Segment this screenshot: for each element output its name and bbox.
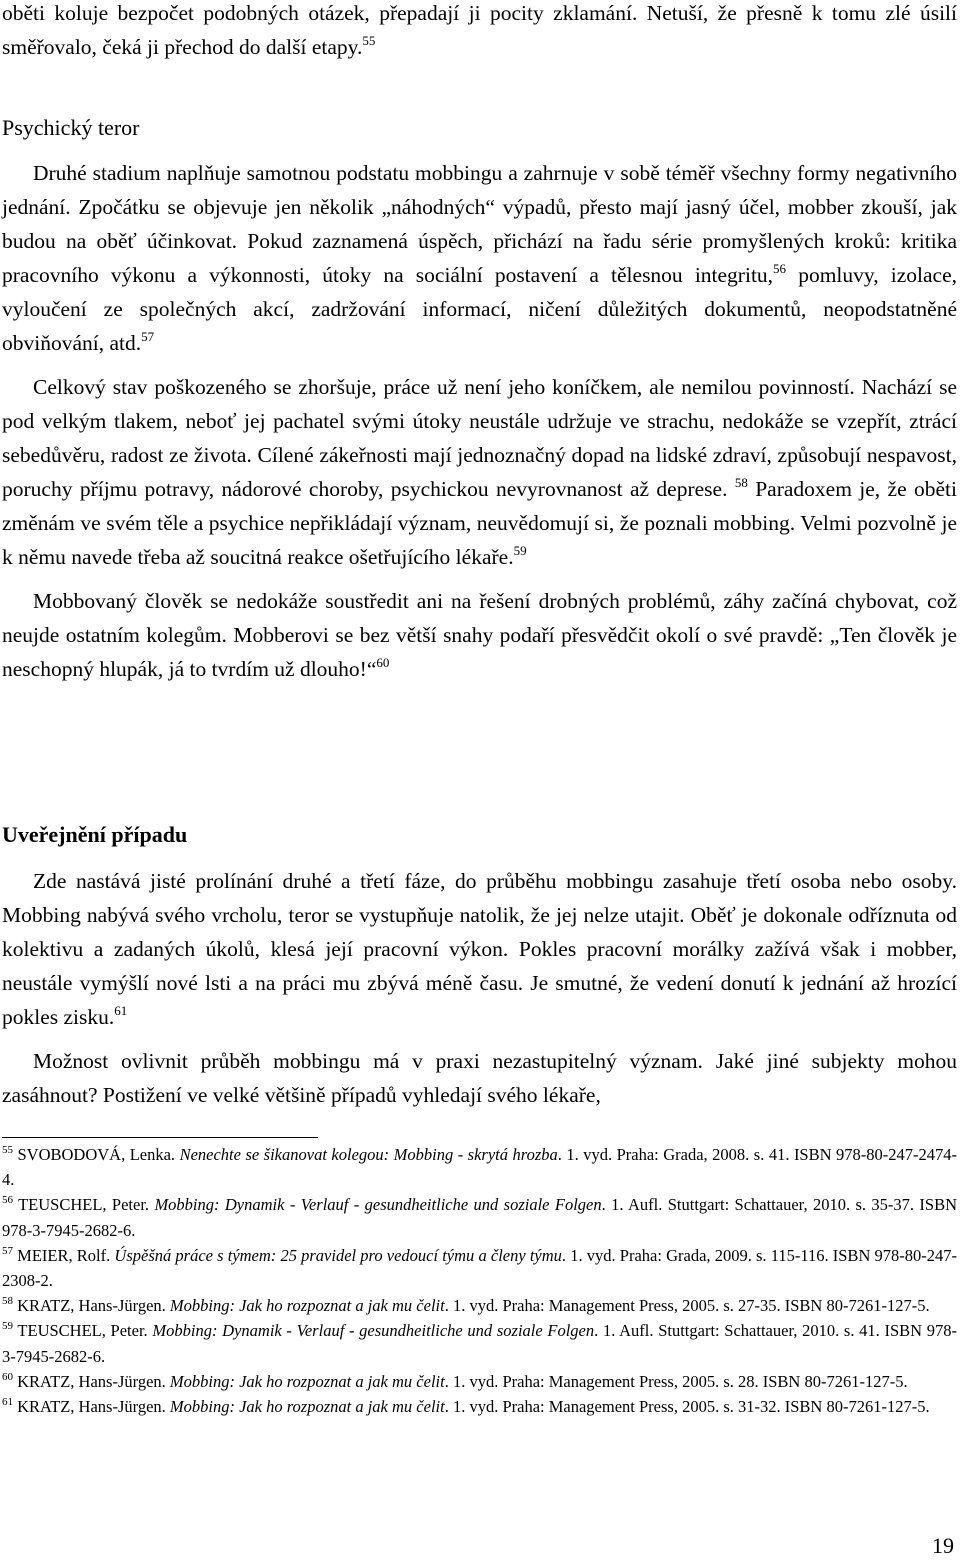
footnote-ref[interactable]: 55 [362,33,376,48]
footnotes [2,1142,957,1419]
footnote-ref[interactable]: 60 [376,655,390,670]
paragraph: Mobbovaný člověk se nedokáže soustředit ani na řešení drobných problémů, záhy začíná chybovat, což neujde ostatním kolegům. Mobberovi se bez větší snahy podaří přesvědčit okolí o své pravdě: „Ten člověk je neschopný hlupák, já to tvrdím už dlouho!“$^{60}$ [2,589,957,681]
footnote-ref[interactable]: 59 [513,543,527,558]
paragraph: oběti koluje bezpočet podobných otázek, přepadají ji pocity zklamání. Netuší, že přesně k tomu zlé úsilí směřovalo, čeká ji přechod do další etapy.$^{55}$ [2,1,957,59]
text-block-continued [2,0,957,64]
text-block-psychicky-teror [2,156,957,686]
paragraph: Druhé stadium naplňuje samotnou podstatu mobbingu a zahrnuje v sobě téměř všechny formy negativního jednání. Zpočátku se objevuje jen několik „náhodných“ výpadů, přesto mají jasný účel, mobber zkouší, jak budou na oběť účinkovat. Pokud zaznamená úspěch, přichází na řadu série promyšlených kroků: kritika pracovního výkonu a výkonnosti, útoky na sociální postavení a tělesnou integritu,$^{56}$ pomluvy, izolace, vyloučení ze společných akcí, zadržování informací, ničení důležitých dokumentů, neopodstatněné obviňování, atd.$^{57}$ [2,161,957,355]
paragraph: Možnost ovlivnit průběh mobbingu má v praxi nezastupitelný význam. Jaké jiné subjekty mohou zasáhnout? Postižení ve velké většině případů vyhledají svého lékaře, [2,1049,957,1107]
footnote-58: $^{58}$ KRATZ, Hans-Jürgen. Mobbing: Jak ho rozpoznat a jak mu čelit. 1. vyd. Praha: Management Press, 2005. s. 27-35. ISBN 80-7261-127-5. [2,1295,930,1316]
footnote-59: $^{59}$ TEUSCHEL, Peter. Mobbing: Dynamik - Verlauf - gesundheitliche und soziale Folgen. 1. Aufl. Stuttgart: Schattauer, 2010. s. 41. ISBN 978-3-7945-2682-6. [2,1320,958,1366]
footnote-56: $^{56}$ TEUSCHEL, Peter. Mobbing: Dynamik - Verlauf - gesundheitliche und soziale Folgen. 1. Aufl. Stuttgart: Schattauer, 2010. s. 35-37. ISBN 978-3-7945-2682-6. [2,1194,958,1240]
footnote-60: $^{60}$ KRATZ, Hans-Jürgen. Mobbing: Jak ho rozpoznat a jak mu čelit. 1. vyd. Praha: Management Press, 2005. s. 28. ISBN 80-7261-127-5. [2,1370,908,1391]
text-block-uverejneni [2,864,957,1112]
section-heading: Psychický teror [2,115,140,140]
footnote-57: $^{57}$ MEIER, Rolf. Úspěšná práce s týmem: 25 pravidel pro vedoucí týmu a členy týmu. 1. vyd. Praha: Grada, 2009. s. 115-116. ISBN 978-80-247-2308-2. [2,1244,958,1291]
paragraph: Zde nastává jisté prolínání druhé a třetí fáze, do průběhu mobbingu zasahuje třetí osoba nebo osoby. Mobbing nabývá svého vrcholu, teror se vystupňuje natolik, že jej nelze utajit. Oběť je dokonale odříznuta od kolektivu a zadaných úkolů, klesá její pracovní výkon. Pokles pracovní morálky zažívá však i mobber, neustále vymýšlí nové lsti a na práci mu zbývá méně času. Je smutné, že vedení donutí k jednání až hrozící pokles zisku.$^{61}$ [2,869,957,1029]
footnote-61: $^{61}$ KRATZ, Hans-Jürgen. Mobbing: Jak ho rozpoznat a jak mu čelit. 1. vyd. Praha: Management Press, 2005. s. 31-32. ISBN 80-7261-127-5. [2,1396,930,1417]
footnote-ref[interactable]: 58 [734,475,748,490]
footnote-separator [2,1137,318,1138]
footnote-ref[interactable]: 57 [141,329,155,344]
paragraph: Celkový stav poškozeného se zhoršuje, práce už není jeho koníčkem, ale nemilou povinností. Nachází se pod velkým tlakem, neboť jej pachatel svými útoky neustále udržuje ve strachu, nedokáže se vzepřít, ztrácí sebedůvěru, radost ze života. Cílené zákeřnosti mají jednoznačný dopad na lidské zdraví, způsobují nespavost, poruchy příjmu potravy, nádorové choroby, psychickou nevyrovnanost až deprese. $^{58}$ Paradoxem je, že oběti změnám ve svém těle a psychice nepřikládají význam, neuvědomují si, že poznali mobbing. Velmi pozvolně je k němu navede třeba až soucitná reakce ošetřujícího lékaře.$^{59}$ [2,375,957,569]
page-number: 19 [932,1533,954,1558]
footnote-ref[interactable]: 61 [114,1003,128,1018]
footnote-55: $^{55}$ SVOBODOVÁ, Lenka. Nenechte se šikanovat kolegou: Mobbing - skrytá hrozba. 1. vyd. Praha: Grada, 2008. s. 41. ISBN 978-80-247-2474-4. [2,1144,958,1190]
section-heading: Uveřejnění případu [2,822,188,847]
footnote-ref[interactable]: 56 [773,261,787,276]
